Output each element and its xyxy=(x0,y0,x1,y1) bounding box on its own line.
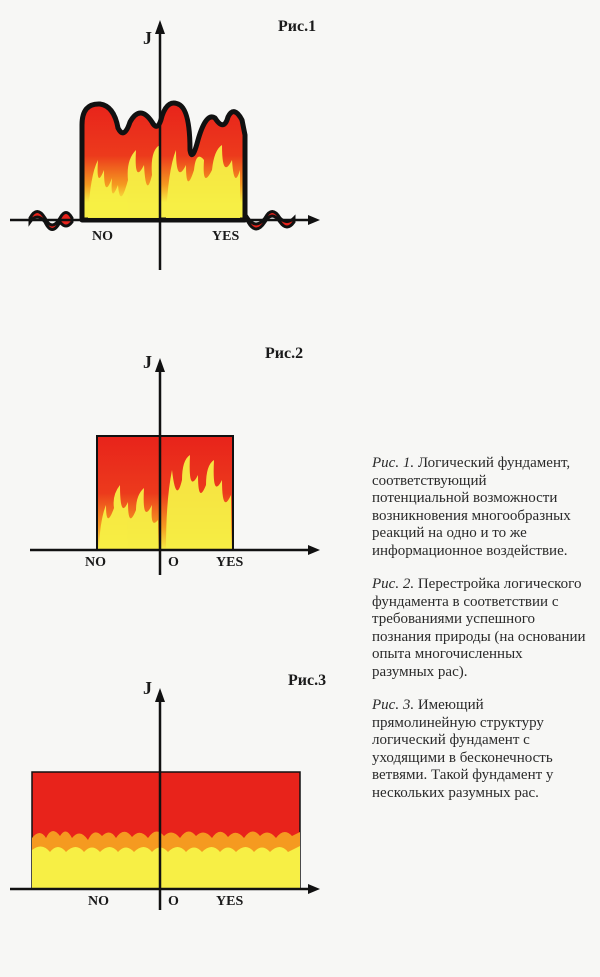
figure-3-graphic xyxy=(0,660,340,920)
figure-1-no-label: NO xyxy=(92,229,113,244)
caption-3-text: Имеющий прямолинейную структуру логический фундамент с уходящими в бесконечность ветвями. Такой фундамент у нескольких разумных рас. xyxy=(372,697,554,801)
caption-3-lead: Рис. 3. xyxy=(372,697,415,713)
caption-2-text: Перестройка логического фундамента в соответствии с требованиями успешного познания природы (на основании опыта многочисленных разумных рас). xyxy=(372,576,586,680)
figure-2-yes-label: YES xyxy=(216,555,244,570)
caption-2 xyxy=(372,576,587,681)
caption-1 xyxy=(372,455,587,560)
figure-3-axis-label: J xyxy=(143,678,152,698)
figure-3-zero-label: O xyxy=(168,894,179,909)
figure-2-axis-label: J xyxy=(143,352,152,372)
figure-1 xyxy=(0,0,340,290)
figure-1-title: Рис.1 xyxy=(278,18,317,35)
figure-2-title: Рис.2 xyxy=(265,345,304,362)
figure-3-yes-label: YES xyxy=(216,894,244,909)
caption-1-lead: Рис. 1. xyxy=(372,455,415,471)
figure-1-graphic xyxy=(0,0,340,290)
figure-3-title: Рис.3 xyxy=(288,672,327,689)
caption-2-lead: Рис. 2. xyxy=(372,576,415,592)
figure-2-zero-label: O xyxy=(168,555,179,570)
figure-2 xyxy=(0,330,340,590)
figure-1-yes-label: YES xyxy=(212,229,240,244)
figure-3-no-label: NO xyxy=(88,894,109,909)
figure-1-axis-label: J xyxy=(143,28,152,48)
caption-1-text: Логический фундамент, соответствующий потенциальной возможности возникновения многообразных реакций на одно и то же информационное воздействие. xyxy=(372,455,571,559)
figure-2-graphic xyxy=(0,330,340,590)
flame-base xyxy=(32,846,300,889)
captions xyxy=(372,455,587,818)
caption-3 xyxy=(372,697,587,802)
figure-3 xyxy=(0,660,340,920)
figure-2-no-label: NO xyxy=(85,555,106,570)
